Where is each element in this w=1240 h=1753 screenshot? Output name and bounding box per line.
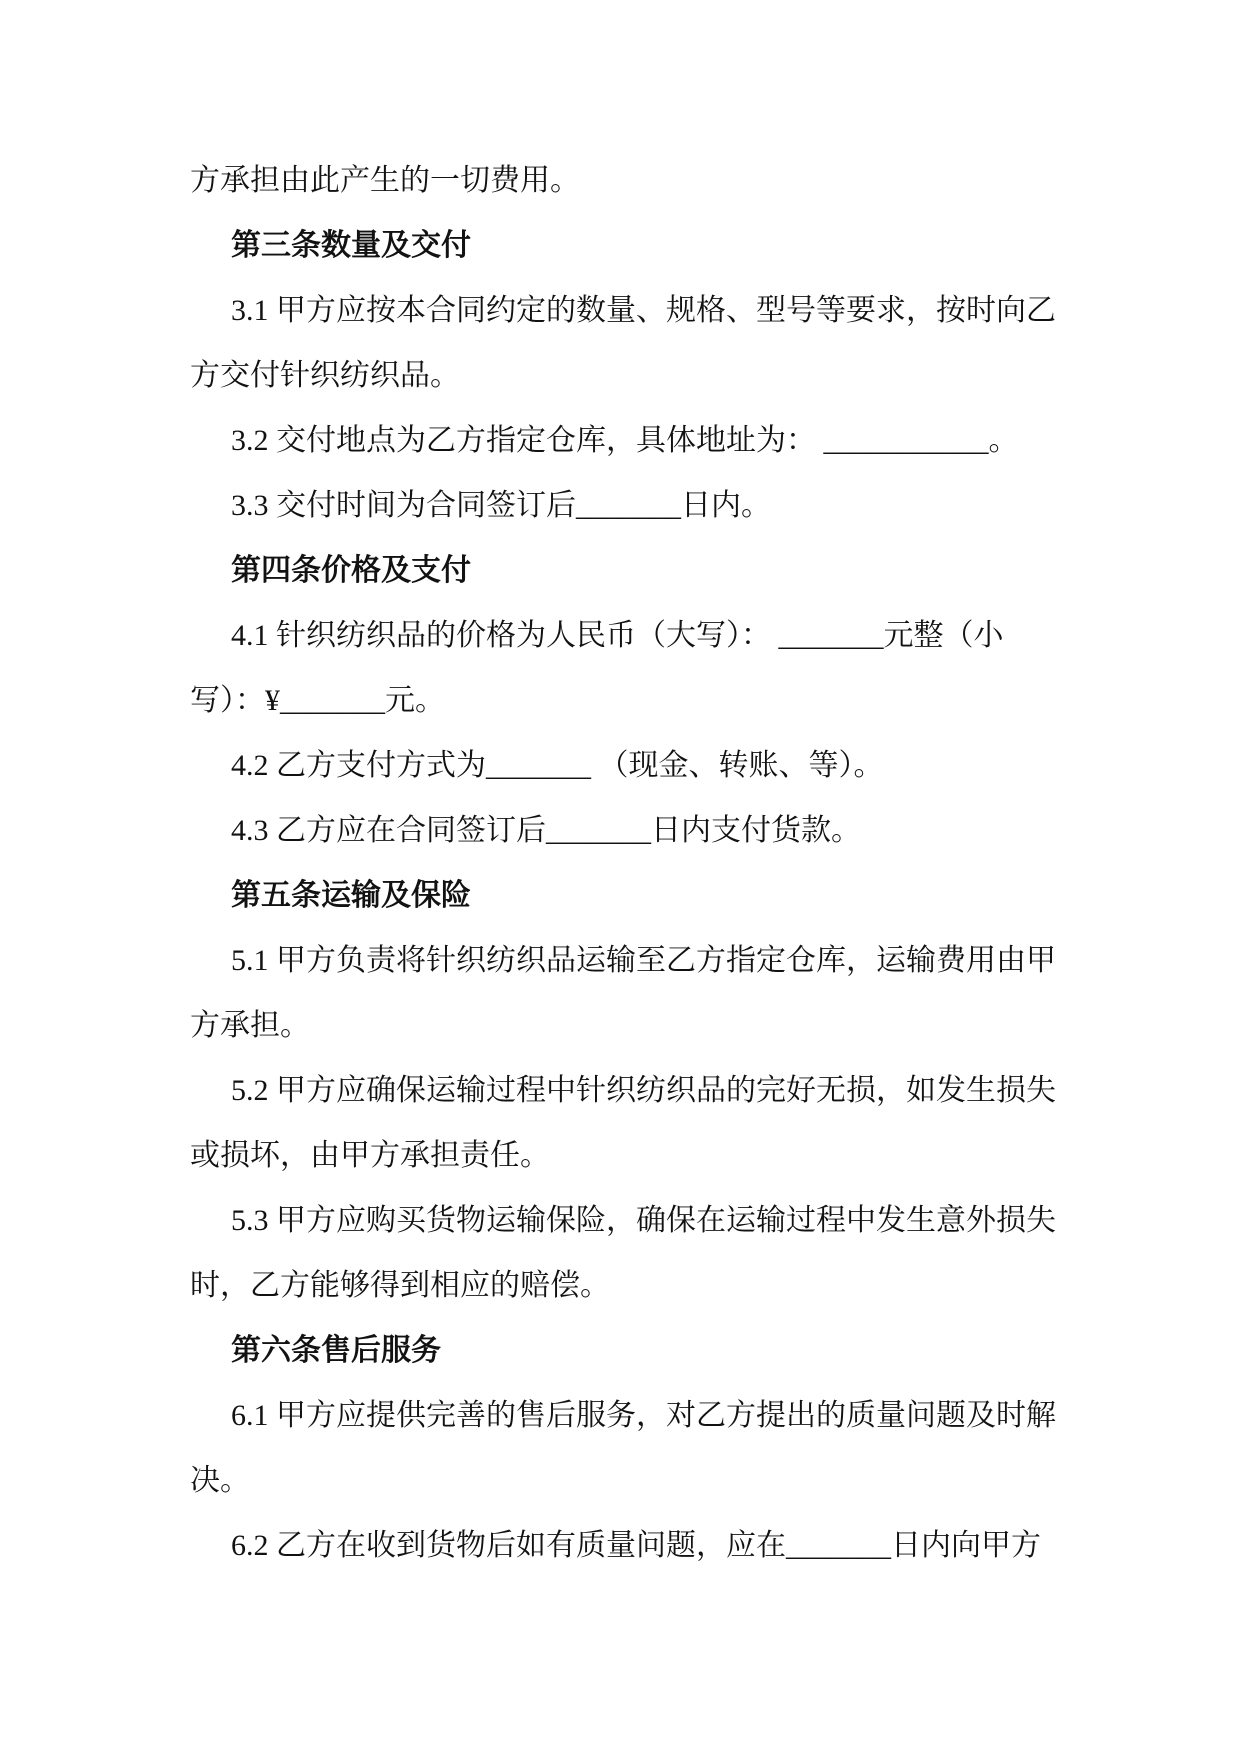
contract-text-line: 决。 — [190, 1464, 250, 1497]
contract-text-line: 方承担由此产生的一切费用。 — [190, 164, 580, 197]
contract-text-line: 方交付针织纺织品。 — [190, 359, 460, 392]
contract-text-line: 方承担。 — [190, 1009, 310, 1042]
contract-text-line: 3.3 交付时间为合同签订后_______日内。 — [231, 489, 771, 522]
contract-text-line: 6.2 乙方在收到货物后如有质量问题，应在_______日内向甲方 — [231, 1529, 1041, 1562]
contract-text-line: 4.2 乙方支付方式为_______ （现金、转账、等）。 — [231, 749, 884, 782]
contract-text-line: 3.1 甲方应按本合同约定的数量、规格、型号等要求，按时向乙 — [231, 294, 1056, 327]
clause-heading: 第三条数量及交付 — [231, 229, 471, 262]
contract-text-line: 6.1 甲方应提供完善的售后服务，对乙方提出的质量问题及时解 — [231, 1399, 1056, 1432]
contract-text-line: 5.3 甲方应购买货物运输保险，确保在运输过程中发生意外损失 — [231, 1204, 1056, 1237]
contract-text-line: 4.1 针织纺织品的价格为人民币（大写）： _______元整（小 — [231, 619, 1004, 652]
clause-heading: 第六条售后服务 — [231, 1334, 441, 1367]
contract-text-line: 时，乙方能够得到相应的赔偿。 — [190, 1269, 610, 1302]
contract-text-line: 或损坏，由甲方承担责任。 — [190, 1139, 550, 1172]
contract-text-line: 写）：¥_______元。 — [190, 684, 445, 717]
contract-body — [190, 148, 1070, 1578]
clause-heading: 第四条价格及支付 — [231, 554, 471, 587]
contract-text-line: 5.2 甲方应确保运输过程中针织纺织品的完好无损，如发生损失 — [231, 1074, 1056, 1107]
clause-heading: 第五条运输及保险 — [231, 879, 471, 912]
contract-text-line: 3.2 交付地点为乙方指定仓库，具体地址为： ___________。 — [231, 424, 1019, 457]
contract-text-line: 5.1 甲方负责将针织纺织品运输至乙方指定仓库，运输费用由甲 — [231, 944, 1056, 977]
contract-text-line: 4.3 乙方应在合同签订后_______日内支付货款。 — [231, 814, 861, 847]
